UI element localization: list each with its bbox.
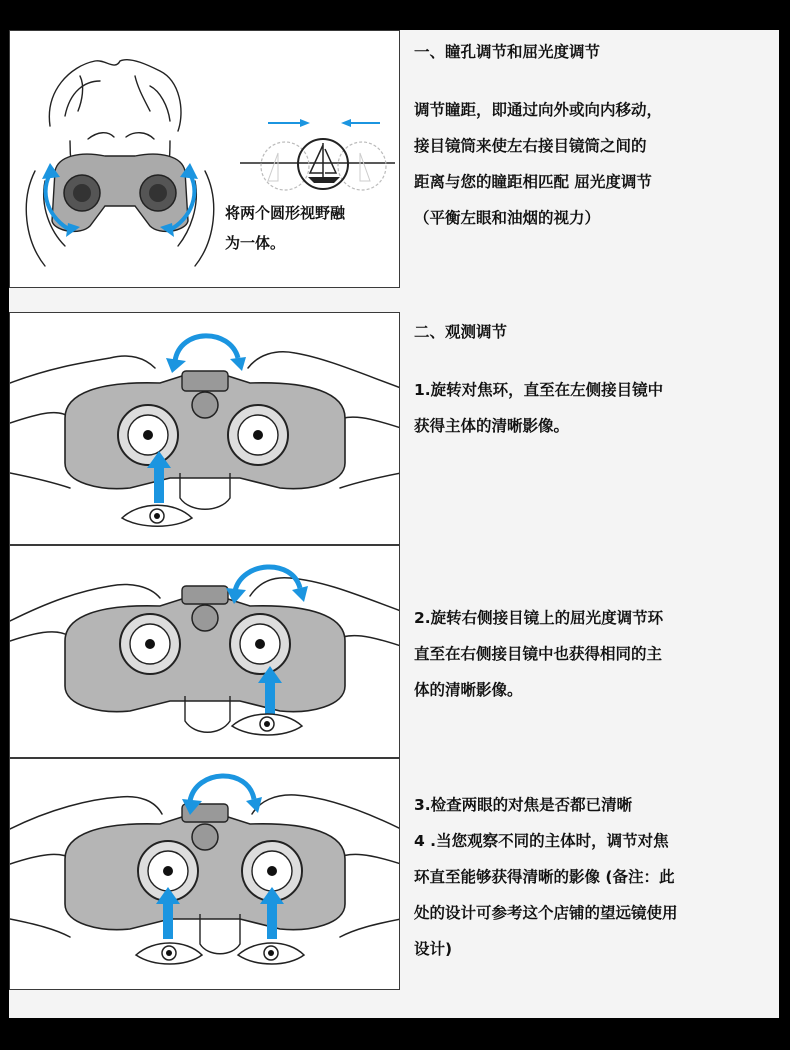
- step34-line: 3.检查两眼的对焦是否都已清晰: [414, 796, 633, 814]
- section2-title: 二、观测调节: [414, 323, 508, 341]
- section1-line: （平衡左眼和油烟的视力）: [414, 209, 601, 227]
- panel-check-focus: [9, 758, 400, 990]
- illustration-focus-ring: [10, 313, 400, 545]
- illustration-check-focus: [10, 759, 400, 990]
- caption-merge-fields: [225, 198, 345, 258]
- step34-line: 设计): [414, 940, 453, 958]
- step34-line: 处的设计可参考这个店铺的望远镜使用: [414, 904, 678, 922]
- panel-focus-ring: [9, 312, 400, 545]
- step34-line: 4 .当您观察不同的主体时，调节对焦: [414, 832, 669, 850]
- step2-line: 直至在右侧接目镜中也获得相同的主: [414, 645, 663, 663]
- section1-text: [414, 34, 662, 236]
- caption-line: 为一体。: [225, 234, 286, 252]
- section1-title: 一、瞳孔调节和屈光度调节: [414, 43, 601, 61]
- step1-line: 1.旋转对焦环，直至在左侧接目镜中: [414, 381, 664, 399]
- section1-line: 接目镜筒来使左右接目镜筒之间的: [414, 137, 647, 155]
- step34-line: 环直至能够获得清晰的影像 (备注：此: [414, 868, 675, 886]
- step2-line: 体的清晰影像。: [414, 681, 523, 699]
- section2-text: [414, 314, 663, 444]
- section1-line: 调节瞳距，即通过向外或向内移动，: [414, 101, 663, 119]
- illustration-diopter-ring: [10, 546, 400, 758]
- step2-text: [414, 600, 663, 708]
- caption-line: 将两个圆形视野融: [225, 204, 346, 222]
- step1-line: 获得主体的清晰影像。: [414, 417, 570, 435]
- step34-text: [414, 787, 678, 967]
- panel-diopter-ring: [9, 545, 400, 758]
- section1-line: 距离与您的瞳距相匹配 屈光度调节: [414, 173, 652, 191]
- step2-line: 2.旋转右侧接目镜上的屈光度调节环: [414, 609, 664, 627]
